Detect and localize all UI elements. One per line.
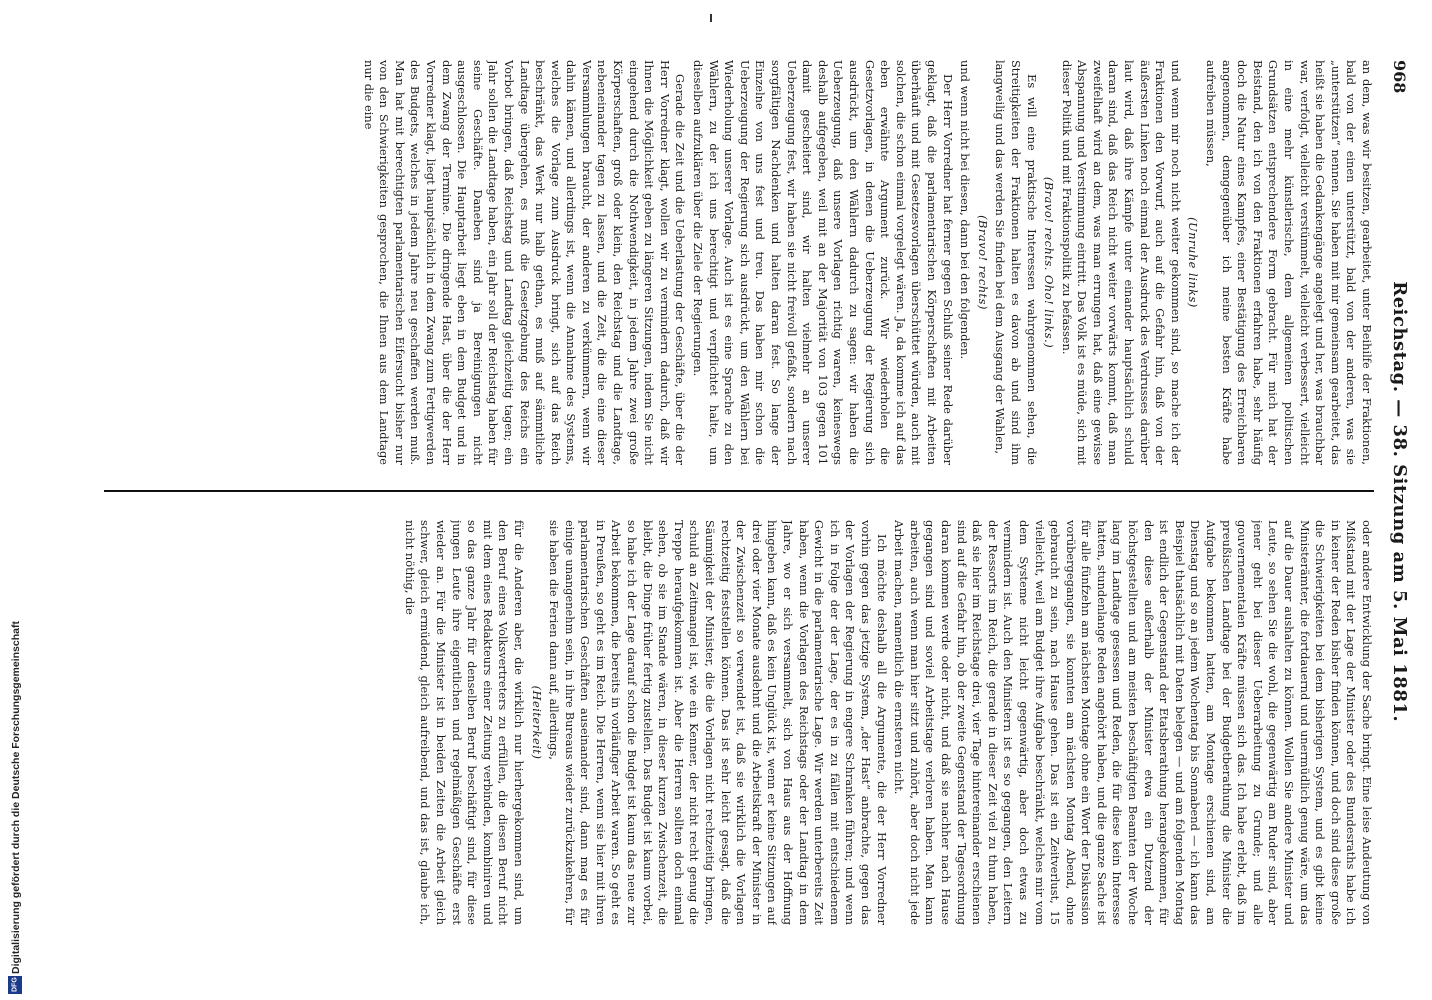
stage-direction: (Unruhe links): [1186, 217, 1201, 308]
rotated-page: [96, 50, 1426, 950]
page-number: 968: [1390, 60, 1410, 94]
paragraph: für die Anderen aber, die wirklich nur hierhergekommen sind, um den Beruf eines Volksvertreters zu erfüllen, die diesen Beruf nicht mit dem eines Redakteurs einer Zeitung verbinden, kombiniren und so das ganze Jahr für denselben Beruf beschäftigt sind, für diese jungen Leute ihre eigentlichen und regelmäßigen Geschäfte erst wieder an. Für die Minister ist in beiden Zeiten die Arbeit gleich schwer, gleich ermüdend, gleich aufreibend, und das ist, glaube ich, nicht nöthig, die: [402, 520, 526, 925]
paragraph: Ich möchte deshalb all die Argumente, die der Herr Vorredner vorhin gegen das jetzige System, „der Hast“ anbrachte, gegen das der Vorlagen der Regierung in engere Schranken führen; und wenn ich in Folge der der Lage, der es in zu fällen mit entschiedenem Gewicht in die parlamentarische Lage. Wir werden unterbereits Zeit haben, wenn die Vorlagen des Reichstags oder der Landtag in dem Jahre, wo er sich versammelt, sich von Haus aus der Hoffnung hingeben kann, daß es kein Unglück ist, wenn er keine Sitzungen auf drei oder vier Monate ausdehnt und die Arbeitskraft der Minister in der Zwischenzeit so verwendet ist, daß sie wirklich die Vorlagen rechtzeitig feststellen können. Das ist sehr leicht gesagt, daß die Säumigkeit der Minister, die die Vorlagen nicht rechtzeitig bringen, schuld an Zeitmangel ist, wie ein Kenner, der nicht recht genug die Treppe heraufgekommen ist. Aber die Herren sollten doch einmal sehen, ob sie im Stande wären, in dieser kurzen Zwischenzeit, die bleibt, die Dinge früher fertig zustellen. Das Budget ist kaum vorbei, so habe ich der Lage darauf schon die Budget ist kaum das neue zur Arbeit bekommen, die bereits in vorläufiger Arbeit waren. So geht es in Preußen, so geht es im Reich. Die Herren, wenn sie hier mit ihren parlamentarischen Geschäften auseinander sind, dann mag es für einige unangenehm sein, in ihre Bureaus wieder zurückzukehren, für sie haben die Ferien dann auf, allerdings,: [547, 520, 889, 925]
page-header: [1382, 60, 1418, 940]
paragraph: und wenn nicht bei diesen, dann bei den folgenden.: [958, 60, 973, 360]
paragraph: Gerade die Zeit und die Ueberlastung der Geschäfte, über die der Herr Vorredner klagt, wollen wir zu vermindern dadurch, daß wir Ihnen die Möglichkeit geben zu längeren Sitzungen, indem Sie nicht eingehend durch die Nothwendigkeit, in jedem Jahre zwei große Körperschaften, groß oder klein, den Reichstag und die Landtage, nebeneinander tagen zu lassen, und die Zeit, die die eine dieser Versammlungen braucht, der anderen zu verkümmern, wenn wir dahin kämen, und allerdings ist, wenn die Annahme des Systems, welches die Vorlage zum Ausdruck bringt, sich auf das Reich beschränkt, das Werk nur halb gethan, es muß auf sämmtliche Landtage übergehen, es muß die Gesetzgebung des Reichs ein Vorbot bringen, daß Reichstag und Landtag gleichzeitig tagen; ein Jahr sollen die Landtage haben, ein Jahr soll der Reichstag haben für seine Geschäfte. Daneben sind ja Bereinigungen nicht ausgeschlossen. Die Hauptarbeit liegt eben in dem Budget und in dem Zwang der Termine. Die dringende Hast, über die der Herr Vorredner klagt, liegt hauptsächlich in dem Zwang zum Fertigwerden des Budgets, welches in jedem Jahre neu geschaffen werden muß. Man hat mit berechtigten parlamentarischen Eifersucht bisher nur von den Schwierigkeiten gesprochen, die Ihnen aus dem Landtage nur die eine: [361, 60, 688, 465]
paragraph: und wenn mir noch nicht weiter gekommen sind, so mache ich der Fraktionen den Vorwurf, auch auf die Gefahr hin, daß von der äußersten Linken noch einmal der Ausdruck des Verdrusses darüber laut wird, daß ihre Kämpfe unter einander hauptsächlich schuld daran sind, daß das Reich nicht weiter vorwärts kommt, daß man zweifelhaft wird an dem, was man errungen hat, daß eine gewisse Abspannung und Verstimmung eintritt. Das Volk ist es müde, sich mit dieser Politik und mit Fraktionspolitik zu befassen.: [1059, 60, 1183, 465]
running-head: Reichstag. — 38. Sitzung am 5. Mai 1881.: [1389, 281, 1411, 723]
dfg-logo: DFG: [8, 976, 22, 994]
scan-speck: [710, 14, 712, 22]
digitization-credit: Digitalisierung gefördert durch die Deutsche Forschungsgemeinschaft: [10, 621, 22, 974]
left-column: [104, 60, 1374, 465]
right-column: [104, 520, 1374, 925]
paragraph: an dem, was wir besitzen, gearbeitet, unter Beihilfe der Fraktionen, bald von der einen unterstützt, bald von der anderen, was sie „unterstützen“ nennen. Sie haben mit mir gemeinsam gearbeitet, das heißt sie haben die Gedankengänge angelegt und her, was brauchbar war, verfolgt, vielleicht verstümmelt, vielleicht verbessert, vielleicht in eine mehr künstlerische, dem allgemeinen politischen Grundsätzen entsprechendere Form gebracht. Für mich hat der Beistand, den ich von den Fraktionen erfahren habe, sehr häufig doch die Natur eines Kampfes, einer Bestätigung des Erreichbaren angenommen, demgegenüber ich meine besten Kräfte habe aufreiben müssen,: [1204, 60, 1374, 465]
stage-direction: (Bravo! rechts. Oho! links.): [1042, 176, 1057, 349]
stage-direction: (Heiterkeit): [529, 685, 544, 760]
paragraph: Der Herr Vorredner hat ferner gegen Schluß seiner Rede darüber geklagt, daß die parlamentarischen Körperschaften mit Arbeiten überhäuft und mit Gesetzesvorlagen überschüttet würden, auch mit solchen, die schon einmal vorgelegt wären. Ja, da komme ich auf das eben erwähnte Argument zurück. Wir wiederholen die Gesetzvorlagen, in denen die Ueberzeugung der Regierung sich ausdrückt, um den Wählern dadurch zu sagen: wir haben die Ueberzeugung, daß unsere Vorlagen richtig waren, keineswegs deshalb aufgegeben, weil mit an der Majorität von 103 gegen 101 damit gescheitert sind, wir halten vielmehr an unserer Ueberzeugung fest, wir haben sie nicht freivoll gefaßt, sondern nach sorgfältigen Nachdenken und halten daran fest. So lange der Einzelne von uns fest und treu. Das haben mir schon die Ueberzeugung der Regierung sich ausdrückt, um den Wählern bei Wiederholung unserer Vorlage. Auch ist es eine Sprache zu den Wählern, zu der ich uns berechtigt und verpflichtet halte, um dieselben aufzuklären über die Ziele der Regierungen.: [691, 60, 955, 465]
page-inner: [96, 50, 1426, 950]
digitization-footer: [2, 0, 28, 1000]
stage-direction: (Bravo! rechts): [975, 215, 990, 310]
paragraph: Es will eine praktische Interessen wahrgenommen sehen, die Streitigkeiten der Fraktionen halten es davon ab und sind ihm langweilig und das werden Sie finden bei dem Ausgang der Wahlen,: [993, 60, 1039, 465]
column-rule: [104, 490, 1374, 492]
paragraph: oder andere Entwicklung der Sache bringt. Eine leise Andeutung von Mißstand mit der Lage der Minister oder des Bundesraths habe ich in keiner der Reden bisher finden können, und doch sind diese große die Schwierigkeiten bei dem bisherigen System, und es gibt keine Ministerämter, die fortdauernd und unermüdlich genug wäre, um das auf die Dauer aushalten zu können. Wollen Sie andere Minister und Leute, so sehen Sie die wohl, die gegenwärtig am Ruder sind, aber jener geht bei dieser Ueberarbeitung zu Grunde; und alle gouvernementalen Kräfte müssen sich das. Ich habe erlebt, daß im preußischen Landtage bei der Budgetberathung die Minister die Aufgabe bekommen hatten, am Montage erschienen sind, am Dienstag und so an jedem Wochentag bis Sonnabend — ich kann das Beispiel thatsächlich mit Daten belegen — und am folgenden Montag ist endlich der Gegenstand der Etatsberathung herangekommen, für den diese außerhalb der Minister etwa ein Dutzend der höchstgestellten und am meisten beschäftigten Beamten der Woche lang im Landtage gesessen und Reden, die für diese kein Interesse hatten, stundenlange Reden angehört haben, und die ganze Sache ist für alle fünfzehn am nächsten Montage ohne ein Wort der Diskussion vorübergegangen, sie konnten am nächsten Montag Abend, ohne gebraucht zu sein, nach Hause gehen. Das ist ein Zeitverlust, 15 vielleicht, weil am Budget ihre Aufgabe beschränkt, welches mir vom dem Systeme nicht leicht gegenwärtig, aber doch etwas zu vermindern ist. Auch den Ministern ist es so gegangen, den Leitern der Ressorts im Reich, die gerade in dieser Zeit viel zu thun haben, daß sie hier im Reichstage drei, vier Tage hintereinander erschienen sind auf die Gefahr hin, ob der zweite Gegenstand der Tagesordnung daran kommen werde oder nicht, und daß sie nachher nach Hause gegangen sind und soviel Arbeitstage verloren haben. Man kann arbeiten, auch wenn man hier sitzt und zuhört, aber doch nicht jede Arbeit machen, namentlich die ernsteren nicht.: [892, 520, 1374, 925]
